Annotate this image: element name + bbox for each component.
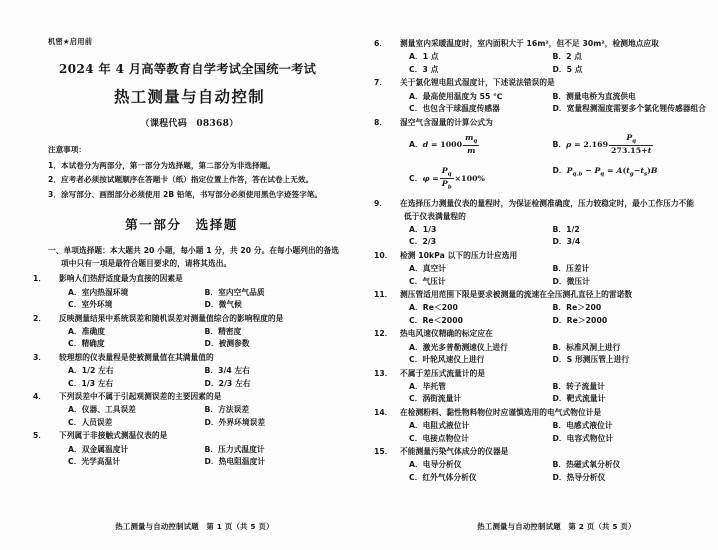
answer-option[interactable] — [68, 378, 205, 390]
option-label: A． — [409, 264, 423, 274]
option-text: 最高使用温度为 55 ℃ — [422, 91, 503, 101]
answer-option[interactable] — [68, 326, 205, 338]
option-label: B． — [552, 381, 567, 391]
answer-option[interactable] — [68, 299, 205, 311]
option-label: B． — [552, 342, 567, 352]
note-item: 3．涂写部分、画图部分必须使用 2B 铅笔，书写部分必须使用黑色字迹签字笔。 — [48, 189, 323, 199]
option-label: D． — [552, 64, 567, 74]
option-text: 电感式液位计 — [566, 421, 613, 431]
answer-option[interactable] — [205, 378, 342, 390]
option-text: 热导分析仪 — [566, 472, 606, 482]
option-label: B． — [204, 444, 219, 454]
option-group — [48, 326, 341, 351]
option-group — [48, 287, 341, 312]
question-number: 1． — [33, 274, 47, 284]
note-item: 2．应考者必须按试题顺序在答题卡（纸）指定位置上作答，答在试卷上无效。 — [48, 175, 314, 185]
option-label: A． — [68, 366, 82, 376]
option-text: 外界环境误差 — [218, 417, 266, 427]
answer-option[interactable] — [409, 381, 553, 393]
option-label: C． — [68, 417, 82, 427]
secret-marking: 机密★启用前 — [48, 37, 93, 46]
option-label: B． — [552, 140, 567, 150]
option-text: d = 1000 $\frac{m_q}{m}$ — [422, 133, 478, 156]
option-text: 光学高温计 — [81, 457, 121, 467]
option-text: 测量电桥为直流供电 — [566, 91, 636, 101]
answer-option[interactable] — [68, 417, 205, 429]
answer-option[interactable] — [553, 64, 697, 76]
answer-option[interactable] — [205, 404, 342, 416]
option-text: 室内热湿环境 — [81, 287, 129, 297]
question-number: 6． — [374, 39, 388, 48]
answer-option[interactable] — [409, 263, 553, 275]
option-group — [389, 342, 696, 367]
answer-option[interactable] — [205, 287, 342, 299]
answer-option[interactable] — [409, 64, 553, 76]
answer-option[interactable] — [409, 420, 553, 432]
question-text: 关于氯化锂电阻式湿度计，下述说法错误的是 — [400, 78, 555, 88]
question-stem — [374, 250, 696, 262]
question-stem — [33, 430, 341, 442]
option-text: 准确度 — [81, 326, 105, 336]
option-text: 电阻式液位计 — [422, 421, 470, 431]
course-code: （课程代码 08368） — [140, 119, 239, 130]
question-number: 9． — [374, 199, 388, 209]
option-label: A． — [409, 303, 423, 313]
question-number: 7． — [374, 78, 388, 88]
option-text: S 形测压管上进行 — [566, 355, 630, 365]
option-label: D． — [552, 237, 567, 247]
option-label: D． — [204, 417, 219, 427]
option-label: A． — [409, 381, 423, 391]
option-label: D． — [552, 433, 567, 443]
option-text: 被测参数 — [218, 339, 250, 349]
option-text: 2/3 — [422, 237, 437, 247]
option-label: C． — [68, 457, 82, 467]
note-item: 1．本试卷分为两部分，第一部分为选择题，第二部分为非选择题。 — [48, 161, 275, 171]
option-text: 1/2 — [566, 224, 580, 234]
question-number: 8． — [374, 117, 388, 127]
option-text: 热磁式氧分析仪 — [566, 460, 621, 470]
answer-option[interactable] — [553, 91, 697, 103]
question-number: 11． — [374, 290, 393, 300]
option-text: 精密度 — [218, 326, 242, 336]
option-group — [389, 381, 696, 406]
option-text: 红外气体分析仪 — [422, 472, 477, 482]
option-group — [48, 444, 341, 469]
answer-option[interactable] — [553, 459, 697, 471]
answer-option[interactable] — [409, 103, 553, 115]
option-text: 电导分析仪 — [422, 460, 462, 470]
option-text: 电容式物位计 — [566, 433, 614, 443]
option-group — [389, 459, 696, 484]
answer-option[interactable] — [68, 404, 205, 416]
question-stem — [374, 289, 696, 301]
option-text: 方法误差 — [218, 405, 250, 415]
option-label: C． — [68, 339, 82, 349]
answer-option[interactable] — [68, 338, 205, 350]
option-label: D． — [552, 276, 567, 286]
option-text: 毕托管 — [422, 381, 446, 391]
question-number: 15． — [374, 447, 393, 457]
option-label: C． — [409, 433, 423, 443]
option-text: 1/3 左右 — [81, 378, 114, 388]
answer-option[interactable] — [553, 263, 697, 275]
answer-option[interactable] — [553, 276, 697, 288]
option-label: D． — [552, 315, 567, 325]
option-group — [389, 130, 696, 197]
question — [33, 430, 341, 468]
option-text: 3/4 — [566, 237, 581, 247]
option-text: ρ = 2.169 $\frac{P_q}{273.15+t}$ — [566, 133, 652, 156]
question-text: 在选择压力测量仪表的量程时，为保证检测准确度，压力较稳定时，最小工作压力不能低于仪表满量程的 — [400, 199, 695, 221]
option-label: C． — [409, 394, 423, 404]
notes-heading: 注意事项： — [48, 145, 86, 155]
option-text: 微压计 — [566, 276, 590, 286]
option-text: 室内空气品质 — [218, 287, 265, 297]
section-one-instructions: 一、单项选择题：本大题共 20 小题，每小题 1 分，共 20 分。在每小题列出的备选项中只有一项是最符合题目要求的，请将其选出。 — [48, 246, 339, 268]
option-label: B． — [204, 287, 219, 297]
option-label: B． — [552, 421, 567, 431]
question — [374, 328, 696, 366]
option-label: A． — [409, 91, 423, 101]
option-text: 微气候 — [218, 300, 242, 310]
option-label: B． — [204, 326, 219, 336]
answer-option[interactable] — [552, 103, 706, 115]
option-label: A． — [68, 287, 82, 297]
option-text: Re＜200 — [422, 303, 458, 313]
answer-option[interactable] — [553, 236, 697, 248]
question — [374, 38, 696, 76]
option-group — [48, 365, 341, 390]
question — [33, 273, 341, 311]
answer-option[interactable] — [409, 342, 553, 354]
answer-option[interactable] — [553, 130, 697, 163]
question-list-page-1 — [33, 273, 341, 468]
question-stem — [374, 328, 696, 340]
option-label: B． — [552, 224, 567, 234]
question — [374, 289, 696, 327]
question-stem — [374, 38, 696, 50]
question-number: 2． — [33, 313, 47, 323]
question-text: 下列属于非接触式测温仪表的是 — [59, 431, 168, 441]
question-text: 反映测量结果中系统误差和随机误差对测量值综合的影响程度的是 — [59, 313, 284, 323]
answer-option[interactable] — [68, 365, 205, 377]
exam-page-2 — [359, 0, 718, 550]
part-one-heading: 第一部分 选择题 — [125, 217, 238, 233]
answer-option[interactable] — [205, 444, 342, 456]
option-label: B． — [204, 366, 219, 376]
option-label: A． — [409, 421, 423, 431]
answer-option[interactable] — [553, 354, 697, 366]
option-label: C． — [409, 237, 423, 247]
answer-option[interactable] — [409, 433, 553, 445]
option-label: D． — [552, 355, 567, 365]
answer-option[interactable] — [553, 393, 697, 405]
answer-option[interactable] — [553, 315, 697, 327]
question-number: 4． — [33, 392, 47, 401]
option-text: 靶式流量计 — [566, 394, 606, 404]
option-label: D． — [204, 457, 219, 467]
answer-option[interactable] — [205, 338, 342, 350]
option-label: D． — [204, 339, 219, 349]
question — [374, 117, 696, 198]
question-text: 测量室内采暖温度时，室内面积大于 16m²，但不足 30m²，检测地点应取 — [400, 39, 659, 48]
option-text: 室外环境 — [81, 300, 113, 310]
answer-option[interactable] — [409, 91, 553, 103]
question-list-page-2 — [374, 38, 706, 484]
answer-option[interactable] — [409, 236, 553, 248]
option-label: A． — [68, 405, 82, 415]
option-text: 压差计 — [566, 264, 590, 274]
answer-option[interactable] — [68, 444, 205, 456]
answer-option[interactable] — [553, 162, 697, 197]
question-text: 较理想的仪表量程是使被测量值在其满量值的 — [59, 352, 214, 362]
option-text: 3 点 — [422, 64, 439, 74]
page-footer-2: 热工测量与自动控制试题 第 2 页（共 5 页） — [477, 522, 636, 531]
option-text: 热电阻温度计 — [218, 457, 266, 467]
answer-option[interactable] — [205, 299, 342, 311]
answer-option[interactable] — [409, 302, 553, 314]
option-label: D． — [204, 378, 219, 388]
question-text: 影响人们热舒适度最为直接的因素是 — [59, 274, 183, 284]
option-text: 精确度 — [81, 339, 105, 349]
answer-option[interactable] — [553, 342, 697, 354]
question — [33, 391, 341, 429]
answer-option[interactable] — [409, 162, 553, 197]
option-label: B． — [552, 460, 567, 470]
option-text: 转子流量计 — [566, 381, 605, 391]
option-text: 双金属温度计 — [81, 444, 129, 454]
question-text: 在检测粉料、黏性物料物位时应谨慎选用的电气式物位计是 — [400, 407, 602, 417]
question — [374, 368, 696, 406]
option-label: A． — [409, 140, 423, 150]
question-text: 湿空气含湿量的计算公式为 — [400, 117, 493, 127]
question-text: 测压管适用范围下限是要求被测量的流速在全压测孔直径上的雷诺数 — [400, 290, 633, 300]
option-text: 涡街流量计 — [422, 394, 462, 404]
option-text: Re＜2000 — [422, 315, 464, 325]
question-stem — [33, 391, 341, 403]
question — [374, 407, 696, 445]
option-label: D． — [204, 300, 219, 310]
question-number: 10． — [374, 250, 393, 260]
answer-option[interactable] — [409, 224, 553, 236]
question-stem — [374, 407, 696, 419]
question-number: 12． — [374, 329, 393, 339]
option-text: 1 点 — [422, 52, 439, 62]
option-group — [389, 91, 706, 116]
option-label: C． — [409, 472, 423, 482]
question — [33, 352, 341, 390]
answer-option[interactable] — [409, 354, 553, 366]
answer-option[interactable] — [409, 459, 553, 471]
question-stem — [374, 77, 696, 89]
option-text: 电接点物位计 — [422, 433, 469, 443]
answer-option[interactable] — [205, 417, 342, 429]
option-label: B． — [552, 303, 567, 313]
option-group — [389, 51, 696, 76]
option-text: Re＞2000 — [566, 315, 608, 325]
question-stem — [374, 368, 696, 380]
option-label: D． — [552, 166, 567, 176]
question-number: 14． — [374, 407, 393, 417]
option-text: $P_{q.b} - P_q = A(t_g-t_s)B$ — [566, 166, 658, 178]
option-text: 压力式温度计 — [218, 444, 265, 454]
answer-option[interactable] — [553, 381, 697, 393]
question — [33, 313, 341, 351]
answer-option[interactable] — [409, 315, 553, 327]
option-label: A． — [409, 460, 423, 470]
option-label: A． — [68, 326, 82, 336]
option-text: 1/3 — [422, 224, 437, 234]
option-label: C． — [409, 64, 423, 74]
question-text: 不属于差压式流量计的是 — [400, 368, 486, 378]
question-stem — [33, 313, 341, 325]
subject-title: 热工测量与自动控制 — [113, 87, 266, 106]
option-text: 激光多普勒测速仪上进行 — [422, 342, 508, 352]
question-stem — [33, 352, 341, 364]
answer-option[interactable] — [409, 51, 553, 63]
question-text: 热电风速仪精确的标定应在 — [400, 329, 493, 339]
option-text: 5 点 — [566, 64, 583, 74]
question-number: 3． — [33, 352, 47, 362]
question-text: 下列误差中不属于引起观测误差的主要因素的是 — [59, 392, 222, 401]
question-text: 检测 10kPa 以下的压力计应选用 — [400, 250, 518, 260]
question-text: 不能测量污染气体成分的仪器是 — [400, 447, 509, 457]
option-text: 真空计 — [422, 264, 446, 274]
answer-option[interactable] — [205, 326, 342, 338]
option-text: 也包含干球温度传感器 — [422, 104, 500, 114]
question-number: 13． — [374, 368, 393, 378]
option-text: 2 点 — [566, 52, 583, 62]
option-label: D． — [552, 394, 567, 404]
question — [374, 77, 706, 115]
option-group — [389, 224, 696, 249]
option-label: B． — [552, 52, 567, 62]
answer-option[interactable] — [553, 420, 697, 432]
question-number: 5． — [33, 431, 47, 441]
page-footer-1: 热工测量与自动控制试题 第 1 页（共 5 页） — [115, 522, 274, 531]
question-stem — [374, 117, 696, 129]
answer-option[interactable] — [409, 276, 553, 288]
question — [374, 198, 696, 249]
question — [374, 446, 696, 484]
answer-option[interactable] — [68, 287, 205, 299]
answer-option[interactable] — [409, 393, 553, 405]
option-label: B． — [204, 405, 219, 415]
answer-option[interactable] — [205, 365, 342, 377]
option-text: 2/3 左右 — [218, 378, 251, 388]
answer-option[interactable] — [553, 472, 697, 484]
option-group — [389, 302, 696, 327]
option-group — [48, 404, 341, 429]
answer-option[interactable] — [553, 433, 697, 445]
option-text: 宽量程测湿度需要多个氯化锂传感器组合 — [566, 104, 706, 114]
option-label: C． — [409, 315, 423, 325]
option-group — [389, 263, 696, 288]
question-stem — [33, 273, 341, 285]
option-text: φ = $\frac{P_q}{P_b}$ ×100% — [422, 165, 486, 191]
option-text: 1/2 左右 — [81, 366, 114, 376]
option-text: 气压计 — [422, 276, 446, 286]
option-label: B． — [552, 91, 567, 101]
answer-option[interactable] — [409, 130, 553, 163]
option-label: B． — [552, 264, 567, 274]
option-label: C． — [409, 104, 423, 114]
option-text: 标准风洞上进行 — [566, 342, 621, 352]
exam-title: 2024 年 4 月高等教育自学考试全国统一考试 — [58, 62, 317, 77]
option-label: A． — [68, 444, 82, 454]
answer-option[interactable] — [553, 302, 697, 314]
answer-option[interactable] — [553, 51, 697, 63]
option-label: A． — [409, 224, 423, 234]
answer-option[interactable] — [553, 224, 697, 236]
option-label: A． — [409, 52, 423, 62]
option-text: Re＞200 — [566, 303, 602, 313]
option-text: 叶轮风速仪上进行 — [422, 355, 485, 365]
option-label: C． — [409, 355, 423, 365]
option-label: A． — [409, 342, 423, 352]
option-label: C． — [409, 276, 423, 286]
option-text: 人员误差 — [81, 417, 113, 427]
answer-option[interactable] — [68, 456, 205, 468]
option-label: D． — [552, 104, 567, 114]
answer-option[interactable] — [409, 472, 553, 484]
option-text: 仪器、工具误差 — [81, 405, 136, 415]
answer-option[interactable] — [205, 456, 342, 468]
option-label: C． — [68, 300, 82, 310]
question-stem — [374, 198, 696, 223]
question-stem — [374, 446, 696, 458]
question — [374, 250, 696, 288]
option-text: 3/4 左右 — [218, 366, 251, 376]
option-label: D． — [552, 472, 567, 482]
option-label: C． — [68, 378, 82, 388]
option-group — [389, 420, 696, 445]
option-label: C． — [409, 173, 423, 183]
